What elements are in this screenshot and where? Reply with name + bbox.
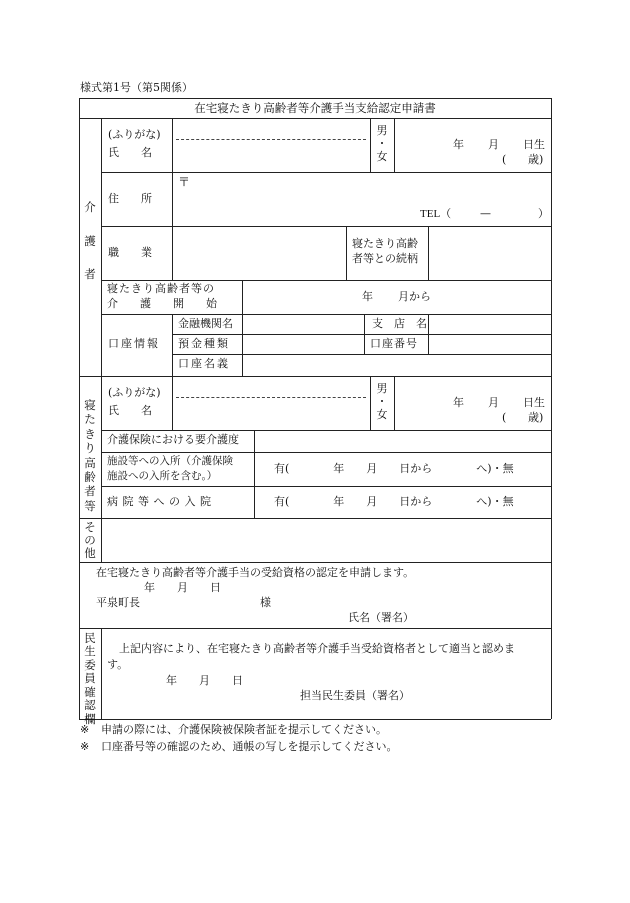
- sex-female-label: 女: [376, 150, 388, 164]
- other-label-char: の: [84, 533, 96, 548]
- addressee-honorific: 様: [260, 596, 271, 609]
- note-text: 口座番号等の確認のため、通帳の写しを提示してください。: [101, 740, 398, 753]
- caregiver-furigana-input[interactable]: [176, 121, 366, 137]
- age-open: (: [502, 153, 507, 166]
- tel-close: ）: [538, 207, 549, 220]
- recipient-birth-year-label: 年: [453, 396, 464, 409]
- caregiver-furigana-label: (ふりがな): [108, 128, 161, 141]
- recipient-name-label: 氏 名: [108, 404, 152, 417]
- care-start-date-input[interactable]: [246, 284, 546, 310]
- applicant-signature-label: 氏名（署名）: [348, 611, 414, 624]
- applicant-signature-input[interactable]: [280, 608, 346, 624]
- form-title: 在宅寝たきり高齢者等介護手当支給認定申請書: [194, 101, 436, 115]
- recipient-section-char: 等: [84, 498, 96, 513]
- other-label: [79, 521, 101, 561]
- occupation-input[interactable]: [176, 230, 342, 276]
- birth-month-label: 月: [488, 138, 499, 151]
- other-label-char: そ: [84, 520, 96, 534]
- tel-dash: —: [480, 207, 491, 220]
- recipient-furigana-label: (ふりがな): [108, 386, 161, 399]
- occupation-label: 職 業: [108, 246, 152, 259]
- recipient-name-input[interactable]: [176, 400, 366, 426]
- commissioner-signature-label: 担当民生委員（署名）: [300, 689, 410, 702]
- caregiver-name-label: 氏 名: [108, 146, 152, 159]
- caregiver-section-char: 護: [84, 233, 96, 248]
- postal-mark: 〒: [178, 175, 191, 189]
- recipient-section-label: [79, 398, 101, 513]
- age-close: 歳): [528, 153, 544, 166]
- recipient-age-open: (: [502, 411, 507, 424]
- commissioner-text-line1: 上記内容により、在宅寝たきり高齢者等介護手当受給資格者として適当と認めま: [119, 642, 515, 655]
- recipient-section-char: 齢: [84, 469, 96, 484]
- sex-female-label: 女: [376, 408, 388, 422]
- caregiver-address-label: 住 所: [108, 192, 152, 205]
- commissioner-label-char: 生: [84, 644, 96, 659]
- commissioner-text-line2: す。: [107, 658, 129, 671]
- note-mark: ※: [80, 740, 90, 753]
- recipient-section-char: た: [84, 412, 96, 427]
- recipient-section-char: 寝: [84, 398, 96, 412]
- tel-label: TEL（: [420, 208, 452, 220]
- sex-separator: ・: [376, 137, 388, 151]
- bank-name-label: 金融機関名: [178, 317, 233, 330]
- recipient-sex-select[interactable]: [370, 382, 394, 422]
- bank-name-input[interactable]: [246, 316, 360, 332]
- other-input[interactable]: [105, 522, 547, 558]
- relation-input[interactable]: [432, 230, 547, 276]
- commissioner-label-char: 委: [84, 657, 96, 672]
- relation-label-1: 寝たきり高齢: [352, 237, 418, 250]
- application-statement: 在宅寝たきり高齢者等介護手当の受給資格の認定を申請します。: [96, 566, 415, 579]
- caregiver-name-input[interactable]: [176, 142, 366, 168]
- deposit-type-label: 預金種類: [178, 337, 230, 350]
- commissioner-label-char: 確: [84, 684, 96, 699]
- commissioner-signature-input[interactable]: [410, 688, 540, 706]
- commissioner-date: 年 月 日: [166, 674, 243, 687]
- bank-info-label: 口座情報: [108, 337, 160, 350]
- facility-stay-field[interactable]: 有( 年 月 日から へ)・無: [274, 462, 514, 475]
- note-mark: ※: [80, 723, 90, 736]
- commissioner-label-char: 認: [84, 698, 96, 713]
- commissioner-label-char: 欄: [84, 711, 96, 726]
- recipient-section-char: 者: [84, 484, 96, 499]
- recipient-section-char: り: [84, 441, 96, 456]
- hospital-stay-field[interactable]: 有( 年 月 日から へ)・無: [274, 495, 514, 508]
- care-start-label-1: 寝たきり高齢者等の: [107, 282, 215, 295]
- caregiver-sex-select[interactable]: [370, 124, 394, 164]
- caregiver-address-input[interactable]: [192, 176, 542, 204]
- other-label-char: 他: [84, 546, 96, 561]
- account-holder-input[interactable]: [246, 356, 546, 374]
- birth-year-label: 年: [453, 138, 464, 151]
- deposit-type-input[interactable]: [246, 336, 360, 352]
- care-start-label-2: 介 護 開 始: [107, 297, 217, 310]
- facility-label-1: 施設等への入所（介護保険: [107, 455, 233, 467]
- recipient-section-char: 高: [84, 455, 96, 470]
- account-number-input[interactable]: [432, 336, 547, 352]
- care-start-month: 月から: [398, 290, 431, 303]
- facility-label-2: 施設への入所を含む。）: [107, 470, 218, 482]
- sex-male-label: 男: [376, 382, 388, 395]
- addressee: 平泉町長: [96, 596, 140, 609]
- account-holder-label: 口座名義: [178, 357, 230, 370]
- sex-separator: ・: [376, 395, 388, 409]
- care-level-input[interactable]: [258, 432, 546, 450]
- account-number-label: 口座番号: [370, 337, 418, 350]
- recipient-age-close: 歳): [528, 411, 544, 424]
- commissioner-section-label: [79, 632, 101, 726]
- birth-day-label: 日生: [523, 138, 545, 151]
- relation-label-2: 者等との続柄: [352, 252, 418, 265]
- caregiver-section-char: 者: [84, 267, 96, 282]
- commissioner-label-char: 員: [84, 671, 96, 686]
- recipient-section-char: き: [84, 426, 96, 441]
- branch-input[interactable]: [432, 316, 547, 332]
- caregiver-section-char: 介: [84, 200, 96, 214]
- caregiver-section-label: [79, 200, 101, 283]
- care-level-label: 介護保険における要介護度: [107, 433, 239, 446]
- commissioner-label-char: 民: [84, 631, 96, 645]
- sex-male-label: 男: [376, 124, 388, 137]
- recipient-furigana-input[interactable]: [176, 379, 366, 395]
- branch-label: 支 店 名: [372, 317, 427, 330]
- form-number: 様式第1号（第5関係）: [80, 81, 193, 94]
- hospital-label: 病院等への入院: [107, 495, 216, 508]
- recipient-birth-day-label: 日生: [523, 396, 545, 409]
- care-start-year: 年: [362, 290, 373, 303]
- application-date: 年 月 日: [144, 581, 221, 594]
- tel-input[interactable]: [448, 206, 536, 222]
- recipient-birth-month-label: 月: [488, 396, 499, 409]
- note-text: 申請の際には、介護保険被保険者証を提示してください。: [101, 723, 387, 736]
